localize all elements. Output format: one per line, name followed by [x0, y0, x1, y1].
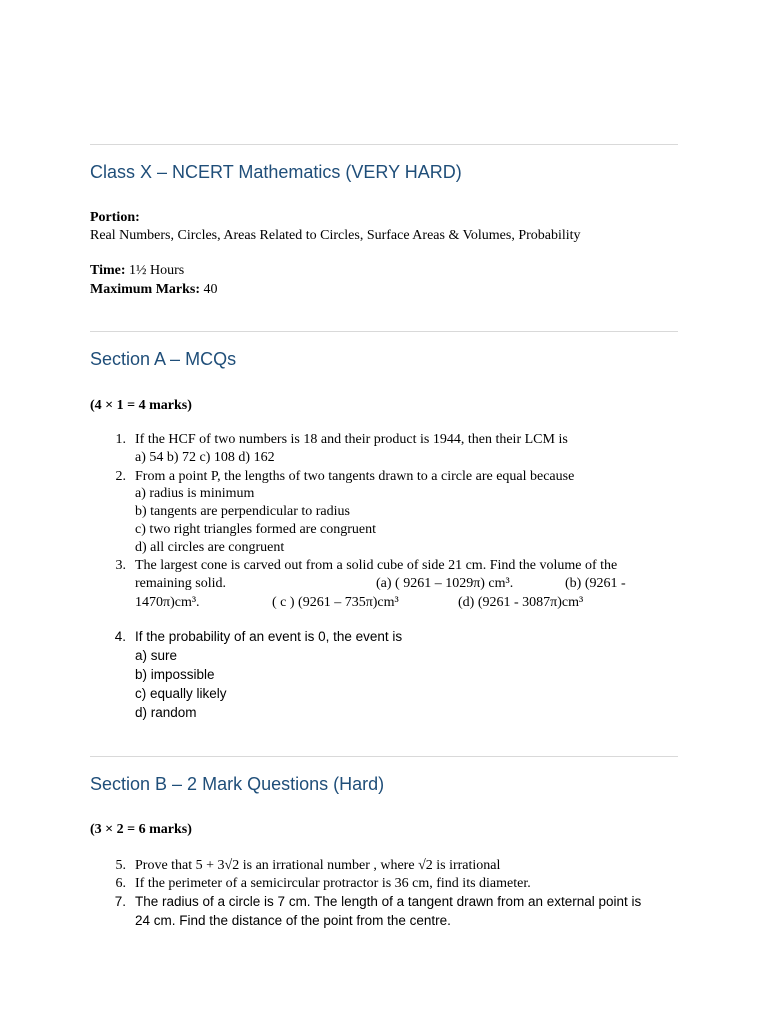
q2-option-c: c) two right triangles formed are congruent: [135, 522, 377, 537]
q2-option-b: b) tangents are perpendicular to radius: [135, 504, 350, 519]
q4-option-d: d) random: [135, 705, 197, 720]
q4-number: 4.: [114, 629, 126, 644]
q3-option-a: (a) ( 9261 – 1029π) cm³.: [376, 576, 514, 591]
section-b-divider: [90, 756, 678, 757]
portion-value: Real Numbers, Circles, Areas Related to Circles, Surface Areas & Volumes, Probability: [90, 228, 581, 243]
max-marks-value: 40: [200, 282, 218, 297]
q2-number: 2.: [115, 469, 126, 484]
marks-line: [90, 282, 218, 298]
q3-option-c: ( c ) (9261 – 735π)cm³: [272, 595, 399, 610]
max-marks-label: Maximum Marks:: [90, 282, 201, 297]
q2-option-a: a) radius is minimum: [135, 486, 255, 501]
page-title: Class X – NCERT Mathematics (VERY HARD): [90, 162, 462, 182]
section-b-heading: Section B – 2 Mark Questions (Hard): [90, 774, 385, 794]
q7-number: 7.: [114, 894, 126, 909]
top-divider: [90, 144, 678, 145]
q5-number: 5.: [115, 858, 126, 873]
time-value: 1½ Hours: [125, 263, 185, 278]
q3-option-b-cont: 1470π)cm³.: [135, 595, 200, 610]
q4-option-b: b) impossible: [135, 667, 215, 682]
q1-options: a) 54 b) 72 c) 108 d) 162: [135, 450, 275, 465]
q3-option-b: (b) (9261 -: [565, 576, 626, 591]
q2-text: From a point P, the lengths of two tangents drawn to a circle are equal because: [135, 469, 575, 484]
section-a-divider: [90, 331, 678, 332]
q4-option-a: a) sure: [135, 648, 178, 663]
q1-number: 1.: [115, 432, 126, 447]
time-line: [90, 263, 184, 279]
q2-option-d: d) all circles are congruent: [135, 540, 285, 555]
section-a-marks: (4 × 1 = 4 marks): [90, 398, 192, 413]
q3-text-line1: The largest cone is carved out from a solid cube of side 21 cm. Find the volume of the: [135, 558, 618, 573]
q3-text-line2: remaining solid.: [135, 576, 226, 591]
q1-text: If the HCF of two numbers is 18 and their product is 1944, then their LCM is: [135, 432, 568, 447]
q6-number: 6.: [115, 876, 126, 891]
q4-text: If the probability of an event is 0, the event is: [135, 629, 403, 644]
q5-text: Prove that 5 + 3√2 is an irrational number , where √2 is irrational: [135, 858, 501, 873]
q7-text-line1: The radius of a circle is 7 cm. The length of a tangent drawn from an external point is: [135, 894, 642, 909]
q6-text: If the perimeter of a semicircular protractor is 36 cm, find its diameter.: [135, 876, 531, 891]
portion-label: Portion:: [90, 210, 140, 225]
time-label: Time:: [90, 263, 126, 278]
q3-option-d: (d) (9261 - 3087π)cm³: [458, 595, 584, 610]
section-a-heading: Section A – MCQs: [90, 349, 237, 369]
q7-text-line2: 24 cm. Find the distance of the point from the centre.: [135, 913, 451, 928]
q3-number: 3.: [115, 558, 126, 573]
section-b-marks: (3 × 2 = 6 marks): [90, 822, 192, 837]
q4-option-c: c) equally likely: [135, 686, 227, 701]
